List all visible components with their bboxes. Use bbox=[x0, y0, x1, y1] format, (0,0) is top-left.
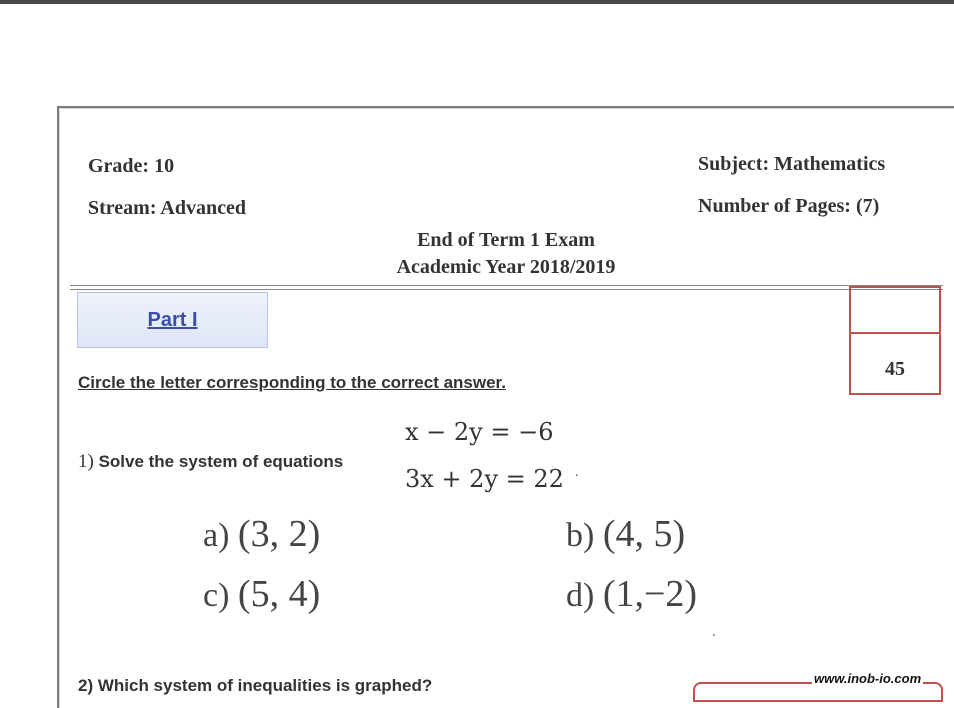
option-b-letter: b) bbox=[566, 517, 595, 554]
option-d-value: (1,−2) bbox=[602, 573, 698, 615]
option-c[interactable] bbox=[203, 572, 320, 616]
question-1-number: 1) bbox=[78, 451, 94, 472]
equation-2: 3x + 2y = 22 bbox=[405, 465, 564, 493]
option-d-letter: d) bbox=[566, 577, 595, 614]
scan-speck bbox=[713, 634, 715, 636]
option-a[interactable] bbox=[203, 512, 320, 556]
top-bar bbox=[0, 0, 954, 4]
pages-label: Number of Pages: (7) bbox=[698, 195, 880, 217]
score-value: 45 bbox=[885, 358, 905, 380]
instruction-text: Circle the letter corresponding to the correct answer. bbox=[78, 373, 506, 392]
stream-label: Stream: Advanced bbox=[88, 197, 246, 219]
part-label: Part I bbox=[147, 308, 198, 331]
option-c-value: (5, 4) bbox=[237, 573, 321, 615]
option-d[interactable] bbox=[566, 572, 697, 616]
score-box bbox=[849, 286, 941, 395]
subject-label: Subject: Mathematics bbox=[698, 153, 886, 175]
question-2-text: 2) Which system of inequalities is graphed? bbox=[78, 676, 433, 695]
option-c-letter: c) bbox=[203, 577, 230, 614]
equation-1: x − 2y = −6 bbox=[405, 418, 554, 446]
question-1-text: Solve the system of equations bbox=[98, 452, 344, 471]
question-1-prompt bbox=[78, 451, 343, 473]
part-heading-box bbox=[77, 292, 268, 348]
academic-year: Academic Year 2018/2019 bbox=[396, 256, 616, 278]
header-rule-bottom bbox=[70, 289, 943, 290]
header-rule-top bbox=[70, 285, 943, 286]
option-b[interactable] bbox=[566, 512, 685, 556]
score-divider bbox=[851, 332, 939, 334]
exam-title: End of Term 1 Exam bbox=[417, 229, 595, 251]
watermark: www.inob-io.com bbox=[814, 671, 922, 686]
option-b-value: (4, 5) bbox=[602, 513, 686, 555]
grade-label: Grade: 10 bbox=[88, 155, 175, 177]
equation-period: . bbox=[575, 465, 579, 480]
option-a-letter: a) bbox=[203, 517, 230, 554]
option-a-value: (3, 2) bbox=[237, 513, 321, 555]
